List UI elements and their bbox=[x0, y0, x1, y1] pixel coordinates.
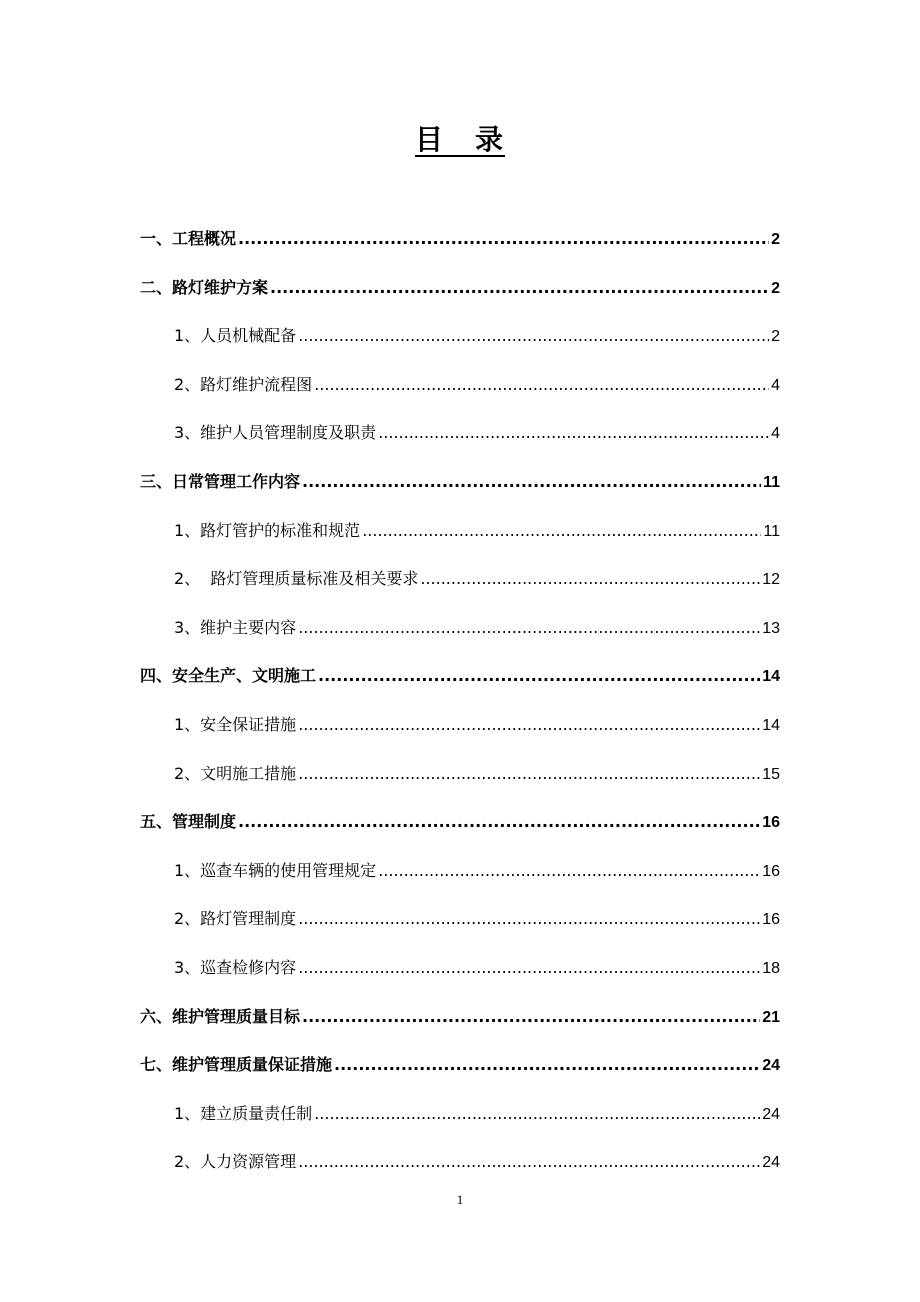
toc-entry-page: 2 bbox=[771, 279, 780, 297]
toc-entry-label: 2、路灯管理制度 bbox=[174, 909, 297, 929]
toc-entry-page: 16 bbox=[762, 911, 780, 929]
dot-leader bbox=[298, 759, 760, 789]
toc-entry-page: 11 bbox=[763, 522, 780, 540]
toc-entry-chapter[interactable] bbox=[140, 807, 780, 837]
toc-entry-label: 2、路灯维护流程图 bbox=[174, 374, 313, 394]
dot-leader bbox=[314, 1099, 760, 1129]
dot-leader bbox=[420, 564, 760, 594]
toc-entry-label: 1、建立质量责任制 bbox=[174, 1103, 313, 1123]
dot-leader bbox=[302, 1002, 760, 1032]
toc-entry-section[interactable] bbox=[174, 953, 780, 983]
dot-leader bbox=[362, 516, 761, 546]
toc-entry-page: 2 bbox=[771, 231, 780, 248]
page-number: 1 bbox=[456, 1192, 464, 1207]
toc-entry-label: 一、工程概况 bbox=[140, 229, 237, 248]
toc-title-text: 目 录 bbox=[414, 123, 505, 156]
toc-entry-label: 3、维护人员管理制度及职责 bbox=[174, 423, 377, 443]
toc-entry-chapter[interactable] bbox=[140, 1050, 780, 1080]
toc-entry-label: 1、安全保证措施 bbox=[174, 715, 297, 734]
toc-entry-section[interactable] bbox=[174, 759, 780, 789]
toc-entry-section[interactable] bbox=[174, 856, 780, 886]
toc-entry-label: 2、 路灯管理质量标准及相关要求 bbox=[174, 569, 419, 589]
toc-entry-page: 16 bbox=[762, 862, 780, 880]
toc-entry-section[interactable] bbox=[174, 710, 780, 740]
toc-entry-chapter[interactable] bbox=[140, 224, 780, 254]
toc-entry-section[interactable] bbox=[174, 613, 780, 643]
toc-entry-label: 五、管理制度 bbox=[140, 812, 237, 832]
toc-entry-page: 16 bbox=[762, 814, 780, 832]
toc-entry-label: 二、路灯维护方案 bbox=[140, 277, 269, 297]
toc-entry-chapter[interactable] bbox=[140, 661, 780, 691]
toc-entry-label: 1、人员机械配备 bbox=[174, 326, 297, 346]
toc-entry-section[interactable] bbox=[174, 370, 780, 400]
toc-entry-section[interactable] bbox=[174, 1099, 780, 1129]
dot-leader bbox=[298, 1147, 760, 1177]
toc-entry-label: 六、维护管理质量目标 bbox=[140, 1006, 301, 1026]
toc-entry-page: 18 bbox=[762, 960, 780, 977]
toc-entry-chapter[interactable] bbox=[140, 273, 780, 303]
toc-entry-section[interactable] bbox=[174, 564, 780, 594]
dot-leader bbox=[378, 418, 769, 448]
toc-entry-section[interactable] bbox=[174, 1147, 780, 1177]
toc-entry-page: 2 bbox=[771, 328, 780, 346]
toc-entry-section[interactable] bbox=[174, 516, 780, 546]
toc-entry-chapter[interactable] bbox=[140, 1002, 780, 1032]
toc-entry-page: 21 bbox=[762, 1008, 780, 1026]
dot-leader bbox=[298, 613, 760, 643]
dot-leader bbox=[298, 710, 760, 740]
toc-entry-page: 12 bbox=[762, 571, 780, 589]
toc-entry-page: 24 bbox=[762, 1154, 780, 1172]
toc-entry-page: 24 bbox=[762, 1105, 780, 1123]
toc-entry-label: 3、巡查检修内容 bbox=[174, 958, 297, 977]
toc-entry-label: 七、维护管理质量保证措施 bbox=[140, 1055, 333, 1075]
dot-leader bbox=[378, 856, 760, 886]
dot-leader bbox=[334, 1050, 760, 1080]
toc-title bbox=[0, 118, 920, 158]
dot-leader bbox=[298, 321, 769, 351]
toc-entry-section[interactable] bbox=[174, 904, 780, 934]
dot-leader bbox=[238, 224, 769, 254]
toc-entry-label: 1、巡查车辆的使用管理规定 bbox=[174, 860, 377, 880]
dot-leader bbox=[318, 661, 760, 691]
toc-entry-page: 14 bbox=[762, 717, 780, 734]
toc-entry-page: 4 bbox=[771, 376, 780, 394]
dot-leader bbox=[270, 273, 769, 303]
toc-entry-page: 13 bbox=[762, 619, 780, 637]
dot-leader bbox=[302, 467, 761, 497]
toc-entry-label: 四、安全生产、文明施工 bbox=[140, 666, 317, 686]
toc-entry-page: 24 bbox=[762, 1057, 780, 1075]
toc-entry-section[interactable] bbox=[174, 321, 780, 351]
toc-entry-chapter[interactable] bbox=[140, 467, 780, 497]
toc-entry-label: 1、路灯管护的标准和规范 bbox=[174, 520, 361, 540]
toc-entry-page: 15 bbox=[762, 765, 780, 783]
toc-entry-label: 三、日常管理工作内容 bbox=[140, 472, 301, 491]
toc-entry-section[interactable] bbox=[174, 418, 780, 448]
toc-entry-label: 2、人力资源管理 bbox=[174, 1152, 297, 1172]
toc-entry-page: 11 bbox=[763, 474, 780, 491]
dot-leader bbox=[298, 904, 760, 934]
toc-entry-label: 3、维护主要内容 bbox=[174, 617, 297, 637]
dot-leader bbox=[238, 807, 760, 837]
dot-leader bbox=[314, 370, 769, 400]
toc-entry-page: 14 bbox=[762, 668, 780, 686]
dot-leader bbox=[298, 953, 760, 983]
toc-entry-page: 4 bbox=[771, 425, 780, 443]
toc-entry-label: 2、文明施工措施 bbox=[174, 763, 297, 783]
